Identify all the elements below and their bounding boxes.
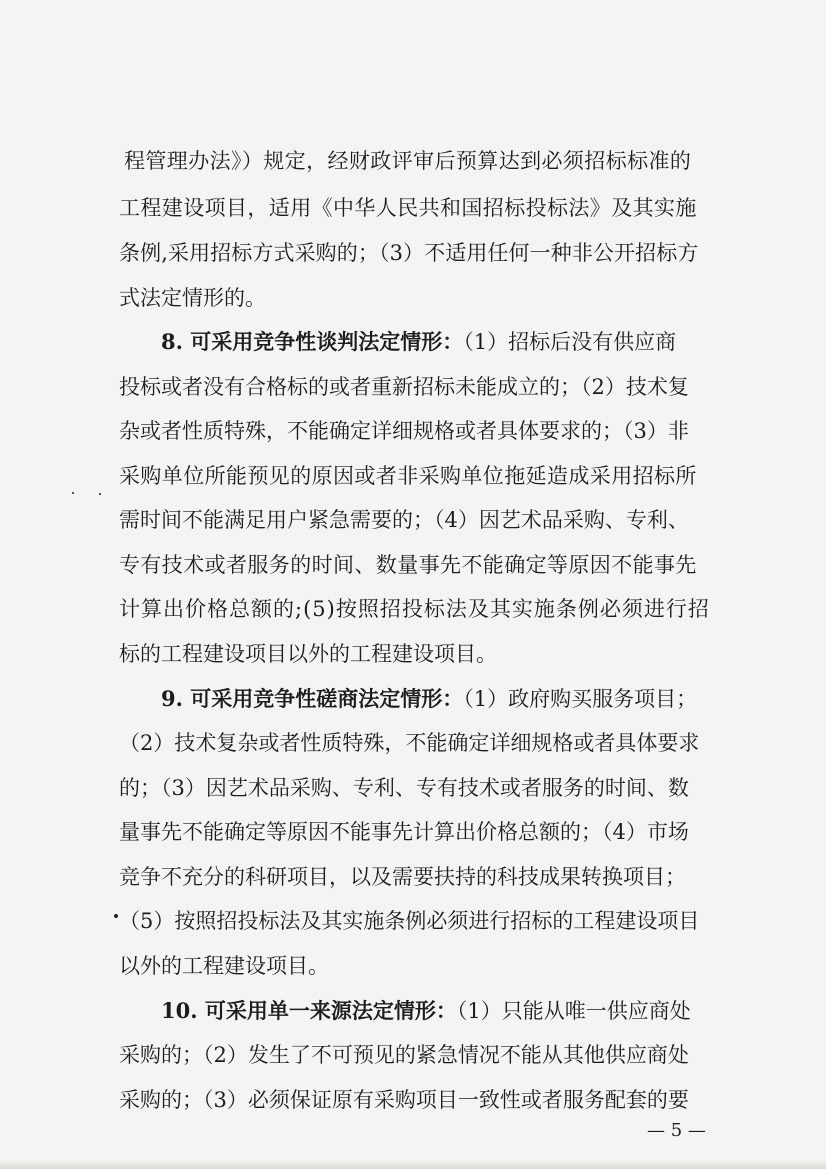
section-8-first-line	[161, 322, 676, 362]
scan-speck	[99, 493, 101, 495]
section-8-first-text: （1）招标后没有供应商	[463, 330, 677, 354]
scan-bottom-edge	[0, 1160, 826, 1169]
paragraph-line: 专有技术或者服务的时间、数量事先不能确定等原因不能事先	[119, 553, 697, 577]
paragraph-line: 程管理办法》）规定，经财政评审后预算达到必须招标标准的	[124, 149, 692, 173]
page-number: — 5 —	[647, 1120, 706, 1141]
paragraph-line: （5）按照招投标法及其实施条例必须进行招标的工程建设项目	[119, 909, 700, 933]
paragraph-line: 投标或者没有合格标的或者重新招标未能成立的；（2）技术复	[119, 375, 689, 399]
paragraph-line: 的；（3）因艺术品采购、专利、专有技术或者服务的时间、数	[119, 776, 689, 800]
paragraph-line: 条例,采用招标方式采购的；（3）不适用任何一种非公开招标方	[119, 241, 699, 265]
paragraph-line: 竞争不充分的科研项目，以及需要扶持的科技成果转换项目；	[119, 865, 686, 889]
paragraph-line: 式法定情形的。	[119, 286, 266, 310]
paragraph-line: 工程建设项目，适用《中华人民共和国招标投标法》及其实施	[119, 196, 697, 220]
section-8-heading: 8. 可采用竞争性谈判法定情形：	[161, 329, 464, 354]
paragraph-line: （2）技术复杂或者性质特殊，不能确定详细规格或者具体要求	[119, 731, 700, 755]
paragraph-line: 需时间不能满足用户紧急需要的；（4）因艺术品采购、专利、	[119, 508, 689, 532]
section-9-heading: 9. 可采用竞争性磋商法定情形：	[161, 686, 464, 711]
section-10-heading: 10. 可采用单一来源法定情形：	[161, 998, 457, 1023]
section-10-first-text: （1）只能从唯一供应商处	[456, 999, 691, 1023]
paragraph-line: 量事先不能确定等原因不能事先计算出价格总额的；（4）市场	[119, 820, 689, 844]
section-10-first-line	[161, 991, 691, 1031]
scan-speck	[114, 914, 118, 918]
scan-speck	[72, 492, 74, 494]
paragraph-line: 采购的；（2）发生了不可预见的紧急情况不能从其他供应商处	[119, 1043, 689, 1067]
paragraph-line: 以外的工程建设项目。	[119, 954, 329, 978]
section-9-first-line	[161, 679, 697, 719]
paragraph-line: 标的工程建设项目以外的工程建设项目。	[119, 642, 497, 666]
paragraph-line: 采购的；（3）必须保证原有采购项目一致性或者服务配套的要	[119, 1088, 689, 1112]
paragraph-line: 采购单位所能预见的原因或者非采购单位拖延造成采用招标所	[119, 464, 697, 488]
section-9-first-text: （1）政府购买服务项目；	[463, 687, 698, 711]
paragraph-line: 杂或者性质特殊，不能确定详细规格或者具体要求的；（3）非	[119, 419, 689, 443]
paragraph-line: 计算出价格总额的;(5)按照招投标法及其实施条例必须进行招	[119, 597, 710, 621]
